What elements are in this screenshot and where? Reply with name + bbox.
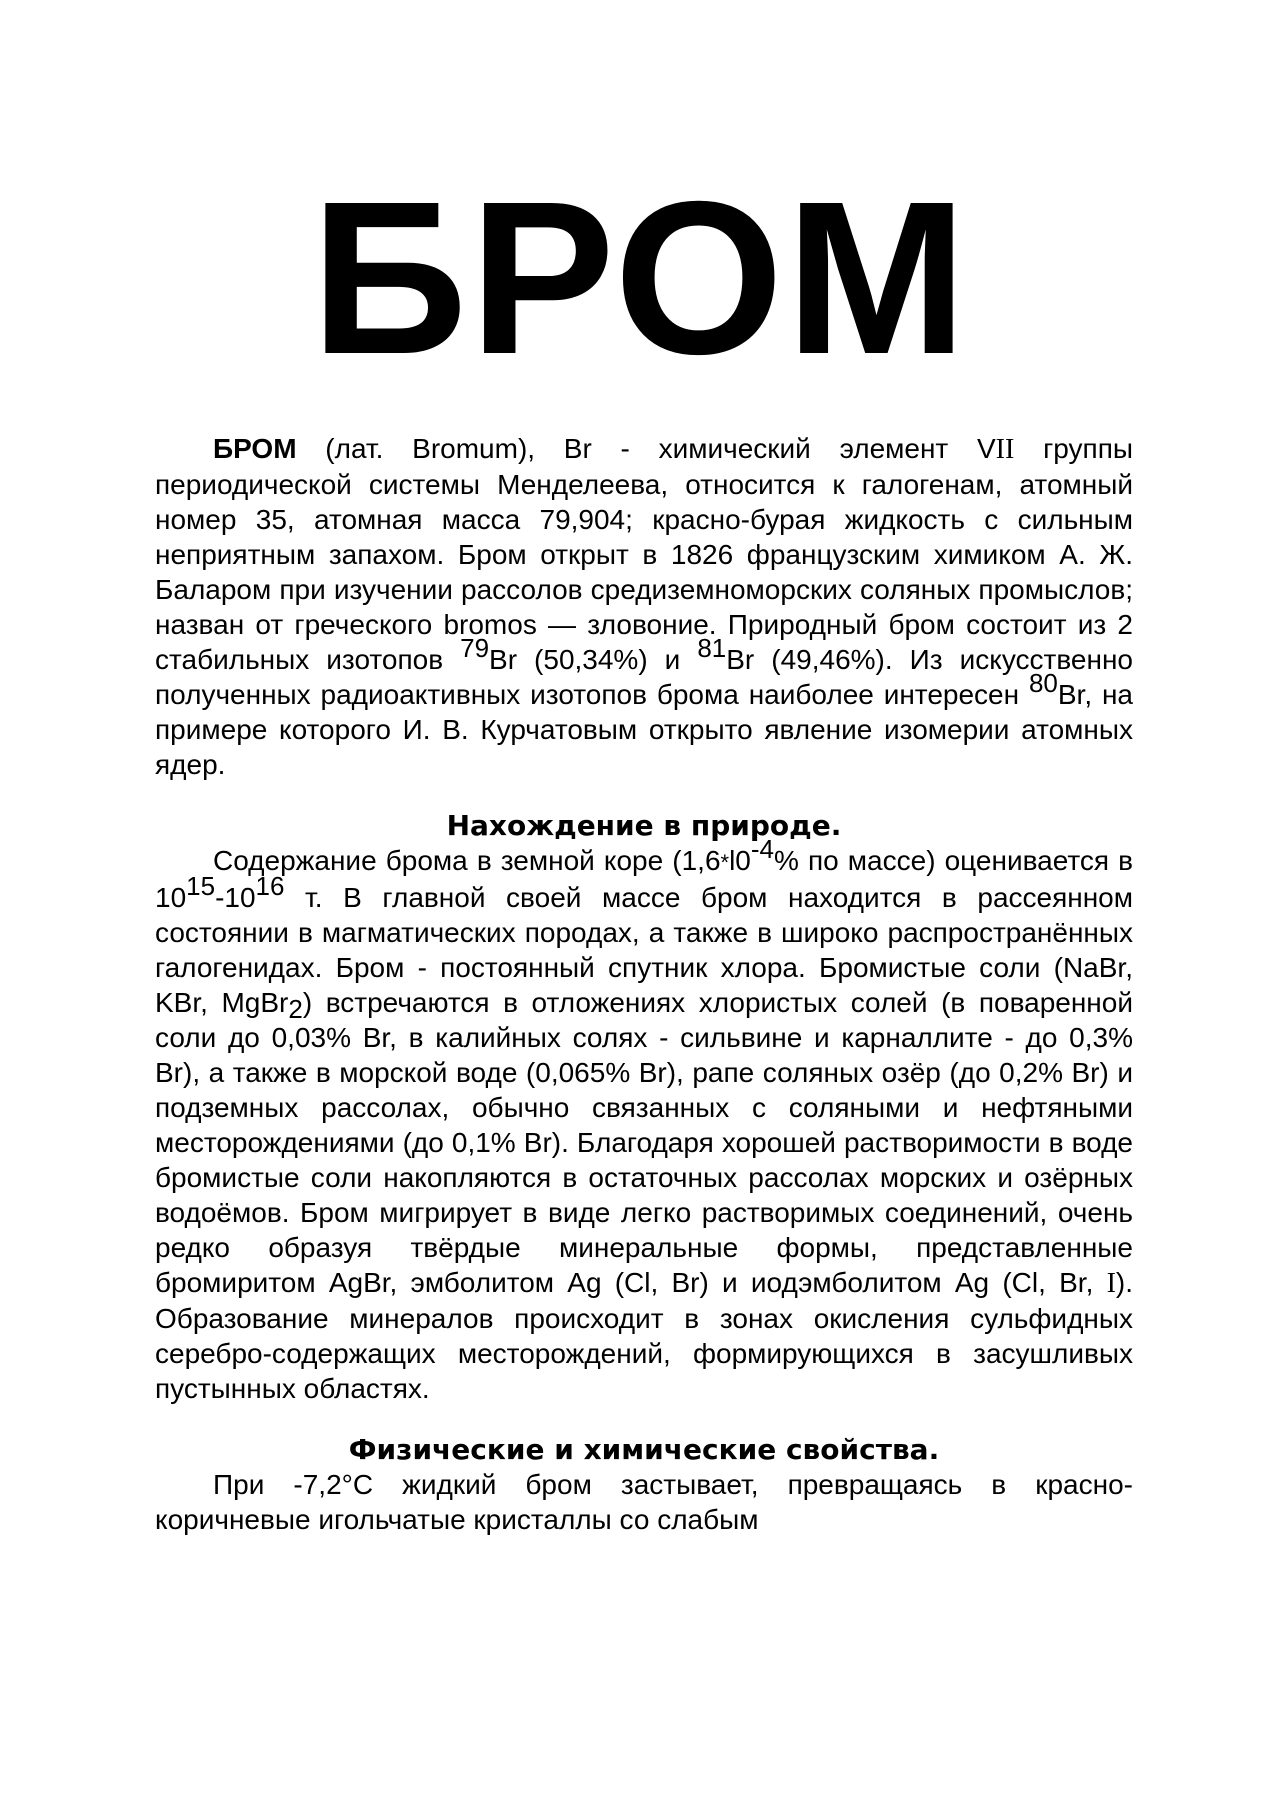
intro-text-1: (лат. Bromum), Br - химический элемент V: [296, 433, 996, 464]
nature-text-1: Содержание брома в земной коре (1,6: [213, 845, 721, 876]
section-gap: [155, 1406, 1133, 1432]
intro-text-2: группы периодической системы Менделеева, относится к галогенам, атомный номер 35, атомная масса 79,904; красно-бурая жидкость с сильным неприятным запахом. Бром открыт в 1826 французским химиком А. Ж. Баларом при изучении рассолов средиземноморских соляных промыслов; назван от греческого bromos — зловоние. Природный бром состоит из 2 стабильных изотопов: [155, 433, 1133, 675]
properties-paragraph: [155, 1467, 1133, 1537]
exponent-15: 15: [186, 871, 216, 901]
document-title: БРОМ: [310, 157, 970, 400]
nature-text-3: % по массе) оценивается в 10: [155, 845, 1133, 913]
document-body: [155, 431, 1133, 1537]
properties-text-1: При -7,2°C жидкий бром застывает, превращаясь в красно-коричневые игольчатые кристаллы со слабым: [155, 1469, 1133, 1535]
section-heading-nature: Нахождение в природе.: [446, 809, 842, 842]
nature-text-2: l0: [729, 845, 751, 876]
iodine-symbol: I: [1106, 1268, 1116, 1299]
section-gap: [155, 782, 1133, 808]
intro-text-5: Br, на примере которого И. В. Курчатовым открыто явление изомерии атомных ядер.: [155, 679, 1133, 780]
subscript-2: 2: [288, 994, 303, 1024]
intro-text-3: Br (50,34%) и: [489, 644, 698, 675]
isotope-80-mass: 80: [1028, 668, 1058, 698]
nature-text-5: т. В главной своей массе бром находится в рассеянном состоянии в магматических породах, а также в широко распространённых галогенидах. Бром - постоянный спутник хлора. Бромистые соли (NaBr, KBr, MgBr: [155, 882, 1133, 1018]
exponent-minus-4: -4: [750, 834, 774, 864]
nature-text-7: ). Образование минералов происходит в зонах окисления сульфидных серебро-содержащих месторождений, формирующихся в засушливых пустынных областях.: [155, 1267, 1133, 1404]
exponent-16: 16: [255, 871, 285, 901]
isotope-79-mass: 79: [460, 633, 490, 663]
intro-text-4: Br (49,46%). Из искусственно полученных радиоактивных изотопов брома наиболее интересен: [155, 644, 1133, 710]
nature-text-6: ) встречаются в отложениях хлористых солей (в поваренной соли до 0,03% Br, в калийных солях - сильвине и карналлите - до 0,3% Br), а также в морской воде (0,065% Br), рапе соляных озёр (до 0,2% Br) и подземных рассолах, обычно связанных с соляными и нефтяными месторождениями (до 0,1% Br). Благодаря хорошей растворимости в воде бромистые соли накопляются в остаточных рассолах морских и озёрных водоёмов. Бром мигрирует в виде легко растворимых соединений, очень редко образуя твёрдые минеральные формы, представленные бромиритом AgBr, эмболитом Ag (Cl, Br) и иодэмболитом Ag (Cl, Br,: [155, 987, 1133, 1298]
intro-group-roman: II: [995, 434, 1015, 465]
multiply-star: *: [720, 850, 730, 875]
intro-term: БРОМ: [213, 433, 297, 464]
section-heading-properties: Физические и химические свойства.: [348, 1433, 940, 1466]
nature-text-4: -10: [215, 882, 256, 913]
nature-paragraph: [155, 834, 1133, 1406]
intro-paragraph: [155, 431, 1133, 782]
isotope-81-mass: 81: [697, 633, 727, 663]
